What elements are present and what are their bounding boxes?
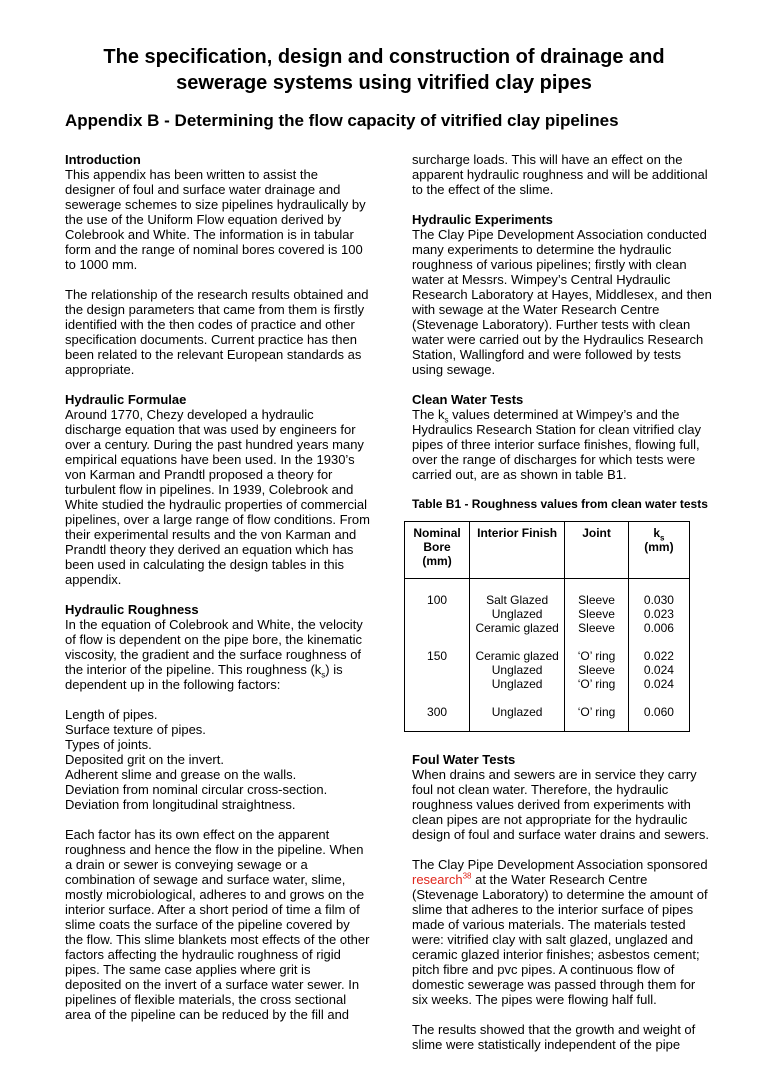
ks-cell: 0.024 xyxy=(628,677,689,691)
title-line-1: The specification, design and construction of drainage and xyxy=(103,46,665,68)
factor-effect-paragraph: Each factor has its own effect on the apparent roughness and hence the flow in the pipeline. When a drain or sewer is conveying sewage or a combination of sewage and surface water, slime, mostly microbiological, adheres to and grows on the interior surface. After a short period of time a film of slime coats the surface of the pipeline covered by the flow. This slime blankets most effects of the other factors affecting the hydraulic roughness of rigid pipes. The same case applies where grit is deposited on the invert of a surface water sewer. In pipelines of flexible materials, the cross sectional area of the pipeline can be reduced by the fill and xyxy=(65,827,370,1022)
introduction-paragraph-2: The relationship of the research results obtained and the design parameters that came from them is firstly identified with the then codes of practice and other specification documents. Current practice has then been related to the relevant European standards as appropriate. xyxy=(65,287,369,377)
ks-cell: 0.024 xyxy=(628,663,689,677)
table-row xyxy=(405,607,690,621)
hydraulic-experiments-heading: Hydraulic Experiments xyxy=(412,212,553,227)
header-joint: Joint xyxy=(565,522,629,579)
hydraulic-formulae-heading: Hydraulic Formulae xyxy=(65,392,187,407)
right-column xyxy=(412,152,712,1067)
ks-cell: 0.022 xyxy=(628,635,689,663)
table-row xyxy=(405,663,690,677)
list-item: Adherent slime and grease on the walls. xyxy=(65,767,297,782)
list-item: Deposited grit on the invert. xyxy=(65,752,224,767)
roughness-factor-list xyxy=(65,707,370,812)
research-link[interactable]: research xyxy=(412,872,463,887)
list-item: Deviation from nominal circular cross-section. xyxy=(65,782,328,797)
foul-water-paragraph-3: The results showed that the growth and weight of slime were statistically independent of the pipe xyxy=(412,1022,696,1052)
header-interior-finish: Interior Finish xyxy=(470,522,565,579)
joint-cell: Sleeve xyxy=(565,663,629,677)
bore-cell: 300 xyxy=(405,691,470,732)
table-row xyxy=(405,677,690,691)
ks-cell: 0.023 xyxy=(628,607,689,621)
hydraulic-formulae-paragraph: Around 1770, Chezy developed a hydraulic discharge equation that was used by engineers for over a century. During the past hundred years many empirical equations have been used. In the 1930’s von Karman and Prandtl proposed a theory for turbulent flow in pipelines. In 1939, Colebrook and White studied the hydraulic properties of commercial pipelines, over a large range of flow conditions. From their experimental results and the von Karman and Prandtl theory they derived an equation which has been used in calculating the design tables in this appendix. xyxy=(65,407,370,587)
bore-cell: 150 xyxy=(405,635,470,663)
title-line-2: sewerage systems using vitrified clay pipes xyxy=(176,72,592,94)
header-nominal-bore: Nominal Bore (mm) xyxy=(405,522,470,579)
hydraulic-roughness-paragraph: In the equation of Colebrook and White, the velocity of flow is dependent on the pipe bore, the kinematic viscosity, the gradient and the surface roughness of the interior of the pipeline. This roughness $(k_s)$ is dependent up in the following factors: xyxy=(65,617,363,692)
foul-water-paragraph-1: When drains and sewers are in service they carry foul not clean water. Therefore, the hydraulic roughness values derived from experiments with clean pipes are not appropriate for the hydraulic design of foul and surface water drains and sewers. xyxy=(412,767,710,842)
ks-cell: 0.030 xyxy=(628,579,689,608)
list-item: Deviation from longitudinal straightness. xyxy=(65,797,296,812)
introduction-heading: Introduction xyxy=(65,152,141,167)
finish-cell: Unglazed xyxy=(470,607,565,621)
clean-water-tests-heading: Clean Water Tests xyxy=(412,392,524,407)
introduction-paragraph-1: This appendix has been written to assist the designer of foul and surface water drainage and sewerage schemes to size pipelines hydraulically by the use of the Uniform Flow equation derived by Colebrook and White. The information is in tabular form and the range of nominal bores covered is 100 to 1000 mm. xyxy=(65,167,366,272)
joint-cell: Sleeve xyxy=(565,607,629,621)
appendix-subtitle: Appendix B - Determining the flow capacity of vitrified clay pipelines xyxy=(65,111,619,130)
list-item: Length of pipes. xyxy=(65,707,158,722)
table-row xyxy=(405,691,690,732)
table-row xyxy=(405,621,690,635)
left-column xyxy=(65,152,370,1037)
joint-cell: Sleeve xyxy=(565,621,629,635)
joint-cell: Sleeve xyxy=(565,579,629,608)
header-ks: $k_s$ (mm) xyxy=(628,522,689,579)
foul-water-tests-heading: Foul Water Tests xyxy=(412,752,516,767)
continued-paragraph: surcharge loads. This will have an effect on the apparent hydraulic roughness and will be additional to the effect of the slime. xyxy=(412,152,708,197)
clean-water-tests-paragraph: The $k_s$ values determined at Wimpey’s and the Hydraulics Research Station for clean vitrified clay pipes of three interior surface finishes, flowing full, over the range of discharges for which tests were carried out, are as shown in table B1. xyxy=(412,407,702,482)
finish-cell: Ceramic glazed xyxy=(470,635,565,663)
ks-cell: 0.060 xyxy=(628,691,689,732)
table-caption: Table B1 - Roughness values from clean water tests xyxy=(412,497,708,511)
table-header-row xyxy=(405,522,690,579)
finish-cell: Salt Glazed xyxy=(470,579,565,608)
hydraulic-experiments-paragraph: The Clay Pipe Development Association conducted many experiments to determine the hydraulic roughness of various pipelines; firstly with clean water at Messrs. Wimpey’s Central Hydraulic Research Laboratory at Hayes, Middlesex, and then with sewage at the Water Research Centre (Stevenage Laboratory). Further tests with clean water were carried out by the Hydraulics Research Station, Wallingford and were followed by tests using sewage. xyxy=(412,227,712,377)
list-item: Types of joints. xyxy=(65,737,152,752)
joint-cell: ‘O’ ring xyxy=(565,677,629,691)
list-item: Surface texture of pipes. xyxy=(65,722,206,737)
roughness-table xyxy=(404,521,690,732)
reference-number[interactable]: 38 xyxy=(462,871,472,881)
table-row xyxy=(405,635,690,663)
foul-water-paragraph-2: The Clay Pipe Development Association sponsored research$^{38}$ at the Water Research Centre (Stevenage Laboratory) to determine the amount of slime that adheres to the interior surface of pipes made of various materials. The materials tested were: vitrified clay with salt glazed, unglazed and ceramic glazed interior finishes; asbestos cement; pitch fibre and pvc pipes. A continuous flow of domestic sewerage was passed through them for six weeks. The pipes were flowing half full. xyxy=(412,857,708,1007)
finish-cell: Ceramic glazed xyxy=(470,621,565,635)
bore-cell: 100 xyxy=(405,579,470,608)
joint-cell: ‘O’ ring xyxy=(565,635,629,663)
finish-cell: Unglazed xyxy=(470,691,565,732)
table-row xyxy=(405,579,690,608)
hydraulic-roughness-heading: Hydraulic Roughness xyxy=(65,602,199,617)
ks-cell: 0.006 xyxy=(628,621,689,635)
finish-cell: Unglazed xyxy=(470,677,565,691)
joint-cell: ‘O’ ring xyxy=(565,691,629,732)
document-title xyxy=(40,44,728,96)
finish-cell: Unglazed xyxy=(470,663,565,677)
